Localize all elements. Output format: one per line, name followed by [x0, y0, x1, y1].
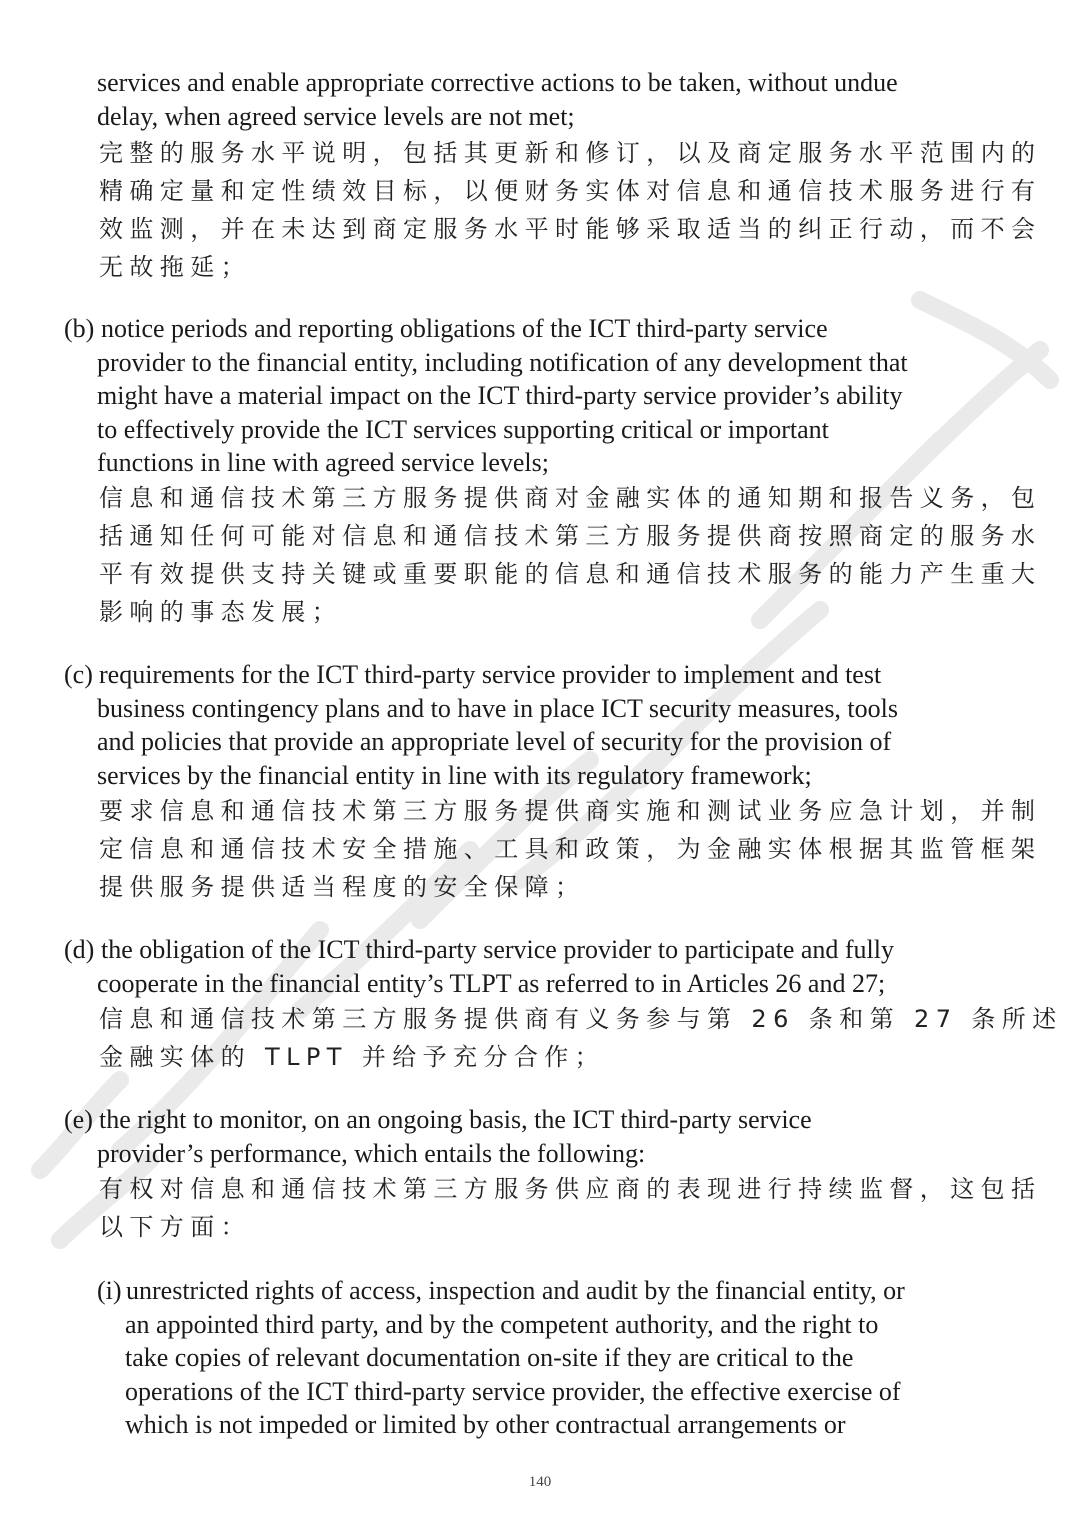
paragraph-a-chinese — [99, 134, 1041, 286]
item-i-english-first-line — [126, 1274, 905, 1308]
text-line: 以下方面： — [99, 1213, 251, 1241]
text-line: services by the financial entity in line with its regulatory framework; — [97, 760, 812, 790]
text-line: 精确定量和定性绩效目标，以便财务实体对信息和通信技术服务进行有 — [99, 177, 1042, 205]
list-marker: (b) — [64, 314, 95, 343]
text-line: business contingency plans and to have in place ICT security measures, tools — [97, 693, 898, 723]
text-line: 提供服务提供适当程度的安全保障； — [99, 873, 586, 901]
text-line: 要求信息和通信技术第三方服务提供商实施和测试业务应急计划，并制 — [99, 797, 1042, 825]
list-marker: (c) — [64, 660, 93, 689]
text-line: provider to the financial entity, including notification of any development that — [97, 347, 908, 377]
text-line: services and enable appropriate corrective actions to be taken, without undue — [97, 68, 898, 97]
paragraph-b-english-first-line — [101, 312, 828, 346]
text-line: 有权对信息和通信技术第三方服务供应商的表现进行持续监督，这包括 — [99, 1175, 1042, 1203]
text-line: operations of the ICT third-party service provider, the effective exercise of — [125, 1376, 901, 1406]
paragraph-c-english-first-line — [99, 658, 881, 692]
paragraph-d-english-first-line — [101, 933, 894, 967]
list-marker: (e) — [64, 1105, 93, 1134]
paragraph-b-english — [97, 346, 908, 480]
item-i-english — [125, 1308, 901, 1442]
text-line: requirements for the ICT third-party service provider to implement and test — [99, 660, 882, 689]
paragraph-d-english — [97, 967, 885, 1001]
text-line: 信息和通信技术第三方服务提供商对金融实体的通知期和报告义务，包 — [99, 484, 1042, 512]
paragraph-c-chinese — [99, 792, 1041, 906]
paragraph-e-english-first-line — [99, 1103, 812, 1137]
text-line: 定信息和通信技术安全措施、工具和政策，为金融实体根据其监管框架 — [99, 835, 1042, 863]
list-marker: (d) — [64, 935, 95, 964]
text-line: 信息和通信技术第三方服务提供商有义务参与第 26 条和第 27 条所述 — [99, 1005, 1063, 1033]
text-line: functions in line with agreed service levels; — [97, 448, 549, 477]
text-line: 括通知任何可能对信息和通信技术第三方服务提供商按照商定的服务水 — [99, 522, 1042, 550]
text-line: 无故拖延； — [99, 253, 251, 281]
list-marker: (i) — [97, 1276, 122, 1305]
text-line: take copies of relevant documentation on-site if they are critical to the — [125, 1343, 854, 1372]
text-line: which is not impeded or limited by other contractual arrangements or — [125, 1410, 846, 1439]
paragraph-c-english — [97, 692, 898, 793]
paragraph-b-chinese — [99, 479, 1041, 631]
text-line: and policies that provide an appropriate level of security for the provision of — [97, 727, 892, 756]
paragraph-e-english — [97, 1137, 645, 1171]
paragraph-d-chinese — [99, 1000, 1063, 1076]
page-number: 140 — [528, 1474, 552, 1490]
paragraph-e-chinese — [99, 1170, 1041, 1246]
text-line: notice periods and reporting obligations of the ICT third-party service — [101, 314, 828, 343]
text-line: an appointed third party, and by the competent authority, and the right to — [125, 1309, 879, 1339]
text-line: the right to monitor, on an ongoing basis, the ICT third-party service — [99, 1105, 812, 1134]
text-line: cooperate in the financial entity’s TLPT as referred to in Articles 26 and 27; — [97, 968, 886, 998]
text-line: 效监测，并在未达到商定服务水平时能够采取适当的纠正行动，而不会 — [99, 215, 1042, 243]
text-line: the obligation of the ICT third-party service provider to participate and fully — [101, 935, 894, 964]
text-line: unrestricted rights of access, inspection and audit by the financial entity, or — [126, 1276, 905, 1305]
text-line: 影响的事态发展； — [99, 598, 343, 626]
text-line: 完整的服务水平说明，包括其更新和修订，以及商定服务水平范围内的 — [99, 139, 1042, 167]
text-line: delay, when agreed service levels are not met; — [97, 101, 575, 131]
text-line: provider’s performance, which entails the following: — [97, 1138, 646, 1168]
text-line: might have a material impact on the ICT third-party service provider’s ability — [97, 381, 903, 410]
text-line: 金融实体的 TLPT 并给予充分合作； — [99, 1043, 606, 1071]
text-line: 平有效提供支持关键或重要职能的信息和通信技术服务的能力产生重大 — [99, 560, 1042, 588]
paragraph-a-english — [97, 66, 898, 133]
text-line: to effectively provide the ICT services supporting critical or important — [97, 414, 829, 444]
